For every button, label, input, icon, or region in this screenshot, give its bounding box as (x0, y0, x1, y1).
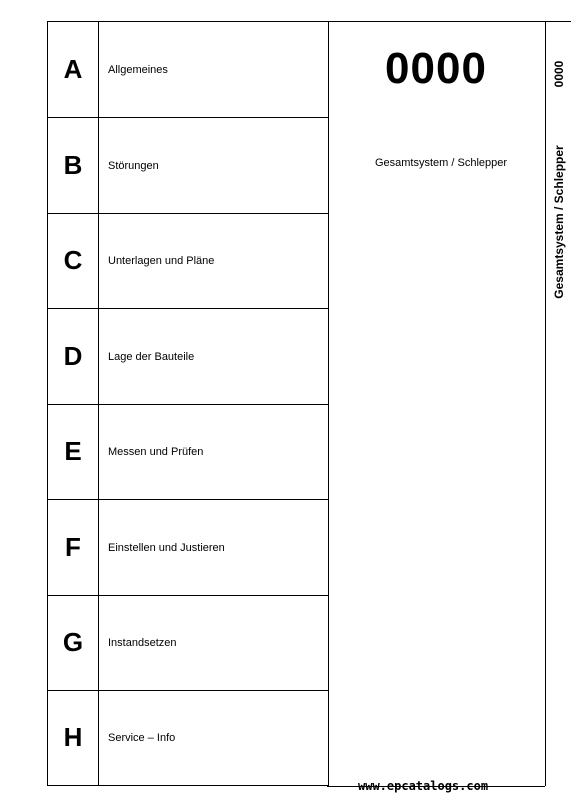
group-panel (327, 21, 545, 787)
section-label: Allgemeines (108, 63, 168, 76)
section-row-b[interactable] (48, 118, 328, 214)
section-row-h[interactable] (48, 690, 328, 786)
section-letter: F (48, 500, 99, 595)
section-label: Lage der Bauteile (108, 350, 195, 363)
section-letter: A (48, 22, 99, 117)
watermark-text: www.epcatalogs.com (358, 779, 489, 793)
section-label: Unterlagen und Pläne (108, 254, 215, 267)
section-letter: H (48, 690, 99, 785)
section-row-d[interactable] (48, 309, 328, 405)
section-index-table (47, 21, 329, 786)
side-tab-title: Gesamtsystem / Schlepper (552, 145, 566, 299)
group-title: Gesamtsystem / Schlepper (374, 157, 508, 169)
document-page (47, 21, 571, 786)
section-label: Instandsetzen (108, 636, 177, 649)
section-row-c[interactable] (48, 213, 328, 309)
section-letter: B (48, 118, 99, 213)
section-label: Service – Info (108, 731, 176, 744)
section-row-f[interactable] (48, 500, 328, 596)
side-tab-code: 0000 (552, 60, 566, 88)
section-row-a[interactable] (48, 22, 328, 118)
section-letter: D (48, 309, 99, 404)
section-label: Messen und Prüfen (108, 445, 204, 458)
section-label: Störungen (108, 159, 159, 172)
side-register-tab (545, 21, 571, 786)
section-row-e[interactable] (48, 404, 328, 500)
section-letter: E (48, 404, 99, 499)
group-code: 0000 (385, 44, 487, 93)
section-letter: C (48, 213, 99, 308)
section-letter: G (48, 595, 99, 690)
section-label: Einstellen und Justieren (108, 541, 225, 554)
section-row-g[interactable] (48, 595, 328, 691)
